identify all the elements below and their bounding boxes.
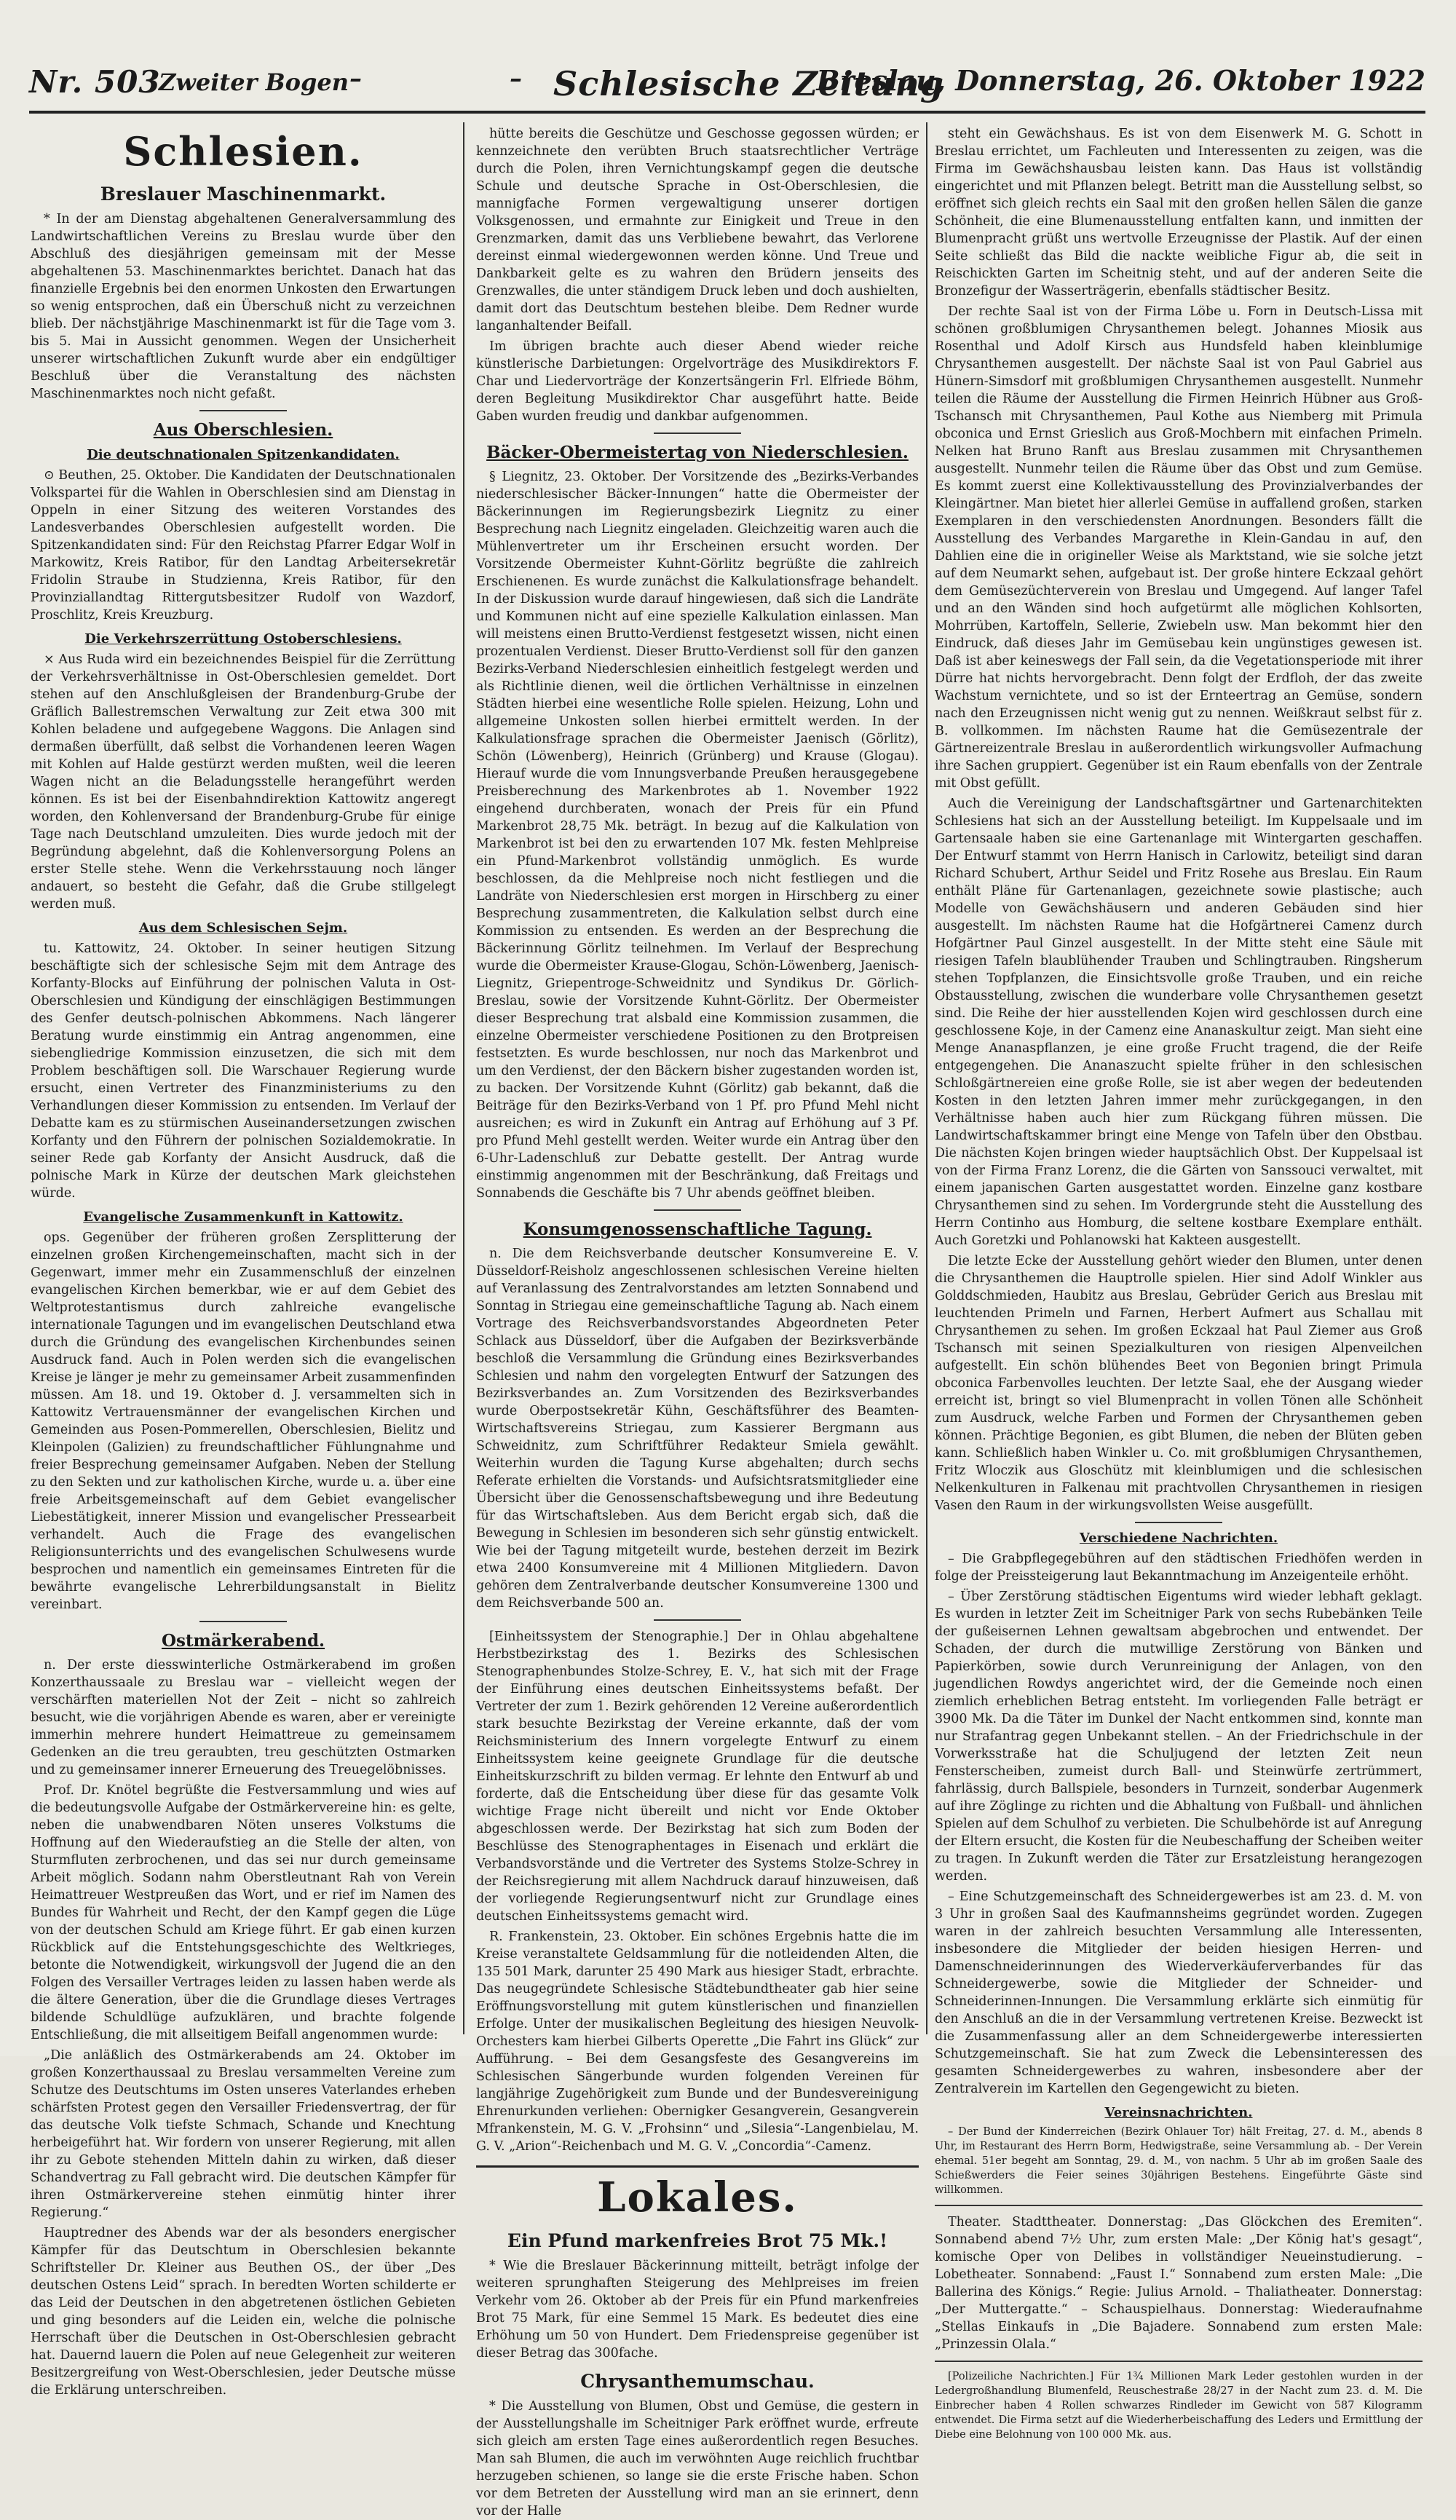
article-body: Auch die Vereinigung der Landschaftsgärtner und Gartenarchitekten Schlesiens hat sich an der Ausstellung beteiligt. Im Kuppelsaale und im Gartensaale haben sie eine Gartenanlage mit Wintergarten geschaffen. Der Entwurf stammt von Herrn Hanisch in Carlowitz, beteiligt sind daran Richard Schubert, Arthur Seidel und Fritz Rosehe aus Breslau. Ein Raum enthält Pläne für Gartenanlagen, gezeichnete sowie plastische; auch Modelle von Gewächshäusern und anderen Gebäuden sind hier ausgestellt. Im nächsten Raume hat die Hofgärtnerei Camenz durch Hofgärtner Paul Ginzel ausgestellt. In der Mitte steht eine Säule mit riesigen Tafeln blaublühender Trauben und Schlingtrauben. Ringsherum stehen Topfplanzen, die Einsichtsvolle große Trauben, und ein reiche Obstausstellung, zwischen die wunderbare volle Chrysanthemen gesetzt sind. Die Reihe der hier ausstellenden Kojen wird geschlossen durch eine geschlossene Koje, in der Camenz eine Ananaskultur zeigt. Man sieht eine Menge Ananaspflanzen, je eine große Frucht tragend, die der Reife entgegengehen. Die Ananaszucht spielte früher in den schlesischen Schloßgärtnereien eine große Rolle, sie ist aber wegen der bedeutenden Kosten in den letzten Jahren immer mehr zurückgegangen, in den Verhältnisse haben auch hier zum Rückgang führen müssen. Die Landwirtschaftskammer bringt eine Menge von Tafeln über den Obstbau. Die nächsten Kojen bringen wieder hauptsächlich Obst. Der Kuppelsaal ist von der Firma Franz Lorenz, die die Gärten von Sanssouci verwaltet, mit einem japanischen Garten ausgestattet worden. Einzelne ganz kostbare Chrysanthemen sind zu sehen. Im Vordergrunde steht die Ausstellung des Herrn Continho aus Homburg, die seltene kostbare Exemplare enthält. Auch Goretzki und Pohlanowski hat Kakteen ausgestellt. — [935, 797, 1423, 1248]
separator — [654, 1209, 741, 1211]
article-body: Hauptredner des Abends war der als besonders energischer Kämpfer für das Deutschtum in Oberschlesien bekannte Schriftsteller Dr. Kleiner aus Beuthen OS., der über „Des deutschen Ostens Leid“ sprach. In beredten Worten schilderte er das Leid der Deutschen in den abgetretenen östlichen Gebieten und ging besonders auf die Leiden ein, welche die polnische Herrschaft über die Deutschen in Ost-Oberschlesien gebracht hat. Dauernd lauern die Polen auf neue Gelegenheit zur weiteren Besitzergreifung von West-Oberschlesien, jeder Deutsche müsse die Erklärung unterschreiben. — [31, 2226, 456, 2398]
separator — [1135, 1522, 1222, 1523]
article-body: hütte bereits die Geschütze und Geschosse gegossen würden; er kennzeichnete den verübten Bruch staatsrechtlicher Verträge durch die Polen, ihren Vernichtungskampf gegen die deutsche Schule und deutsche Sprache in Ost-Oberschlesien, die mannigfache Formen vergewaltigung unserer dortigen Volksgenossen, und ermahnte zur Einigkeit und Treue in den Grenzmarken, damit das uns Verbliebene bewahrt, das Verlorene dereinst einmal wiedergewonnen werden könne. Und Treue und Dankbarkeit gelte es zu wahren den Brüdern jenseits des Grenzwalles, die unter ständigem Druck leben und doch aushielten, damit dort das Deutschtum bestehen bleibe. Dem Redner wurde langanhaltender Beifall. — [476, 127, 919, 333]
separator — [199, 410, 287, 411]
article-body: ops. Gegenüber der früheren großen Zersplitterung der einzelnen großen Kirchengemeinschaften, macht sich in der Gegenwart, immer mehr ein Zusammenschluß der einzelnen evangelischen Kirchen bemerkbar, wie er auf dem Gebiet des Weltprotestantismus durch zahlreiche evangelische internationale Tagungen und im evangelischen Deutschland etwa durch die Gründung des evangelischen Kirchenbundes seinen Ausdruck fand. Auch in Polen werden sich die evangelischen Kreise je länger je mehr zu gemeinsamer Arbeit zusammenfinden müssen. Am 18. und 19. Oktober d. J. versammelten sich in Kattowitz Vertrauensmänner der evangelischen Kirchen und Gemeinden aus Posen-Pommerellen, Oberschlesien, Bielitz und Kleinpolen (Galizien) zu freundschaftlicher Fühlungnahme und freier Besprechung gemeinsamer Aufgaben. Neben der Stellung zu den Sekten und zur katholischen Kirche, wurde u. a. über eine freie Arbeitsgemeinschaft auf dem Gebiet evangelischer Liebestätigkeit, innerer Mission und evangelischer Pressearbeit verhandelt. Auch die Frage des evangelischen Religionsunterrichts und des evangelischen Schulwesens wurde besprochen und namentlich ein gemeinsames Eintreten für die bewährte evangelische Lehrerbildungsanstalt in Bielitz vereinbart. — [31, 1231, 456, 1612]
article-headline: Breslauer Maschinenmarkt. — [100, 183, 387, 205]
small-print — [935, 2369, 1423, 2442]
section-title: Schlesien. — [123, 128, 363, 175]
article-body: Prof. Dr. Knötel begrüßte die Festversammlung und wies auf die bedeutungsvolle Aufgabe der Ostmärkervereine hin: es gelte, neben die unabwendbaren Nöten unseres Volkstums die Hoffnung auf den Wiederaufstieg an die Stelle der alten, von Sturmfluten zerbrochenen, und das sei nur durch gemeinsame Arbeit möglich. Sodann nahm Oberstleutnant Rah von Verein Heimattreuer Westpreußen das Wort, und er rief im Namen des Bundes für Wahrheit und Recht, der den Kampf gegen die Lüge von der deutschen Schuld am Kriege führt. Er gab einen kurzen Rückblick auf die Entstehungsgeschichte des Weltkrieges, betonte die Notwendigkeit, wirkungsvoll der Jugend die an den Folgen des Versailler Vertrages leiden zu lassen haben werde als die ältere Generation, über die die Grundlage dieses Vertrages bildende Schuldlüge aufzuklären, und brachte folgende Entschließung, die mit allseitigem Beifall angenommen wurde: — [31, 1783, 456, 2042]
article-body: Der rechte Saal ist von der Firma Löbe u. Forn in Deutsch-Lissa mit schönen großblumigen Chrysanthemen belegt. Johannes Miosik aus Rosenthal und Adolf Kirsch aus Hundsfeld haben kleinblumige Chrysanthemen ausgestellt. Der nächste Saal ist von Paul Gabriel aus Hünern-Simsdorf mit großblumigen Chrysanthemen ausgestellt. Nunmehr teilen die Räume der Ausstellung die Firmen Heinrich Hübner aus Groß-Tschansch mit Chrysanthemen, Paul Kothe aus Niemberg mit Primula obconica und Ernst Grieslich aus Groß-Mochbern mit einfachen Primeln. Nelken hat Bruno Ranft aus Breslau zusammen mit Chrysanthemen ausgestellt. Nunmehr teilen die Räume über das Obst und zum Gemüse. Es kommt zuerst eine Kollektivausstellung des Provinzialverbandes der Kleingärtner. Man bietet hier allerlei Gemüse in auffallend großen, starken Exemplaren in den verschiedensten Anordnungen. Besonders fällt die Ausstellung des Verbandes Margarethe in Klein-Gandau in auf, den Dahlien eine die in origineller Weise als Marktstand, wie sie solche jetzt auf dem Neumarkt sehen, aufgebaut ist. Der große hintere Eckzaal gehört dem Gemüsezüchterverein von Breslau und Umgegend. Auf langer Tafel und an den Wänden sind hoch aufgetürmt alle möglichen Kohlsorten, Mohrrüben, Kartoffeln, Sellerie, Zwiebeln usw. Man bekommt hier den Eindruck, daß dieses Jahr im Gemüsebau kein ungünstiges gewesen ist. Daß ist aber keineswegs der Fall sein, da die Vegetationsperiode mit ihrer Dürre hat nichts hervorgebracht. Denn folgt der Erdfloh, der das zweite Wachstum vernichtete, und so ist der Ernteertrag an Gemüse, sondern nach den Erzeugnissen nicht wenig gut zu nennen. Weißkraut selbst für z. B. vollkommen. Im nächsten Raume hat die Gemüsezentrale der Gärtnereizentrale Breslau in außerordentlich wirkungsvoller Aufmachung ihre Sachen gruppiert. Gegenüber ist ein Raum ebenfalls von der Zentrale mit Obst gefüllt. — [935, 304, 1423, 791]
article-body: tu. Kattowitz, 24. Oktober. In seiner heutigen Sitzung beschäftigte sich der schlesische Sejm mit dem Antrage des Korfanty-Blocks auf Einführung der polnischen Valuta in Ost-Oberschlesien und Kündigung der einschlägigen Bestimmungen des Genfer deutsch-polnischen Abkommens. Nach längerer Beratung wurde einstimmig ein Antrag angenommen, eine siebengliedrige Kommission einzusetzen, die sich mit dem Problem beschäftigen soll. Die Warschauer Regierung wurde ersucht, einen Vertreter des Finanzministeriums zu den Verhandlungen dieser Kommission zu entsenden. Im Verlauf der Debatte kam es zu stürmischen Auseinandersetzungen zwischen Korfanty und den Führern der polnischen Sozialdemokratie. In seiner Rede gab Korfanty der Ansicht Ausdruck, daß die polnische Mark in Kürze der deutschen Mark gleichstehen würde. — [31, 941, 456, 1201]
article-body: steht ein Gewächshaus. Es ist von dem Eisenwerk M. G. Schott in Breslau errichtet, um Fachleuten und Interessenten zu zeigen, was die Firma im Gewächshausbau leisten kann. Das Haus ist vollständig eingerichtet und mit Pflanzen belegt. Betritt man die Ausstellung selbst, so eröffnet sich gleich rechts ein Saal mit den großen hellen Sälen die ganze Schönheit, die eine Blumenausstellung entfalten kann, und inmitten der Blumenpracht grüßt uns wertvolle Erzeugnisse der Plastik. Auf der einen Seite schließt das Bild die nackte weibliche Figur ab, die seit in Reischickten Garten im Scheitnig steht, und auf der anderen Seite die Bronzefigur der Wasserträgerin, ebenfalls städtischer Besitz. — [935, 127, 1423, 299]
article-subheadline: Die deutschnationalen Spitzenkandidaten. — [87, 447, 400, 462]
issue-date: Breslau, Donnerstag, 26. Oktober 1922 — [816, 64, 1425, 97]
separator — [654, 432, 741, 434]
article-body: * Die Ausstellung von Blumen, Obst und Gemüse, die gestern in der Ausstellungshalle im Scheitniger Park eröffnet wurde, erfreute sich gleich am ersten Tage eines außerordentlich regen Besuches. Man sah Blumen, die auch im verwöhnten Auge reichlich fruchtbar herzugeben schienen, so lange sie die erste Frische haben. Schon vor dem Betreten der Ausstellung wird man an sie erinnert, denn vor der Halle — [476, 2399, 919, 2519]
masthead-dash: – — [349, 64, 362, 93]
article-headline: Bäcker-Obermeistertag von Niederschlesien. — [486, 443, 909, 462]
article-body: [Einheitssystem der Stenographie.] Der in Ohlau abgehaltene Herbstbezirkstag des 1. Bezirks des Schlesischen Stenographenbundes Stolze-Schrey, E. V., hat sich mit der Frage der Einführung eines deutschen Einheitssystems befaßt. Der Vertreter der zum 1. Bezirk gehörenden 12 Vereine außerordentlich stark besuchte Bezirkstag der Vereine erkannte, daß der vom Reichsministerium des Innern vorgelegte Entwurf zu einem Einheitssystem keine geeignete Grundlage für die deutsche Einheitskurzschrift zu bilden vermag. Er lehnte den Entwurf ab und forderte, daß die Entscheidung über diese für das gesamte Volk wichtige Frage nicht übereilt und nicht vor Ende Oktober abgeschlossen werde. Der Bezirkstag hat sich zum Boden der Beschlüsse des Stenographentages in Eisenach und erklärt die Verbandsvorstände und die Vertreter des Systems Stolze-Schrey in der Reichsregierung mit allem Nachdruck darauf hinzuweisen, daß der vorliegende Regierungsentwurf nicht zur Grundlage eines deutschen Einheitssystems gemacht wird. — [476, 1630, 919, 1924]
separator — [199, 1621, 287, 1622]
article-body: Im übrigen brachte auch dieser Abend wieder reiche künstlerische Darbietungen: Orgelvorträge des Musikdirektors F. Char und Liedervorträge der Konzertsängerin Frl. Elfriede Böhm, deren Begleitung Musikdirektor Char ausgeführt hatte. Beide Gaben wurden freudig und dankbar aufgenommen. — [476, 339, 919, 424]
article-subheadline: Verschiedene Nachrichten. — [1079, 1530, 1278, 1546]
column-rule — [926, 122, 927, 2034]
article-body: n. Der erste diesswinterliche Ostmärkerabend im großen Konzerthaussaale zu Breslau war – vielleicht wegen der verschärften materiellen Not der Zeit – nicht so zahlreich besucht, wie die vorjährigen Abende es waren, aber er vereinigte immerhin mehrere hundert Heimattreue zu gemeinsamem Gedenken an die treu geraubten, treu geschützten Ostmarken und zu gemeinsamer innerer Erneuerung des Treuegelöbnisses. — [31, 1658, 456, 1777]
column-3 — [935, 125, 1423, 2441]
masthead-dash: – — [510, 64, 522, 93]
separator — [935, 2205, 1423, 2206]
article-body: – Der Bund der Kinderreichen (Bezirk Ohlauer Tor) hält Freitag, 27. d. M., abends 8 Uhr, im Restaurant des Herrn Borm, Hedwigstraße, seine Versammlung ab. – Der Verein ehemal. 51er begeht am Sonntag, 29. d. M., von nachm. 5 Uhr ab im großen Saale des Schießwerders die Feier seines 30jährigen Bestehens. Eingeführte Gäste sind willkommen. — [935, 2126, 1423, 2196]
article-body: – Eine Schutzgemeinschaft des Schneidergewerbes ist am 23. d. M. von 3 Uhr in großen Saal des Kaufmannsheims gegründet worden. Zugegen waren in der zahlreich besuchten Versammlung alle Interessenten, insbesondere die Mitglieder der beiden hiesigen Herren- und Damenschneiderinnungen des Wiederverkäuferverbandes für das Schneidergewerbe, sowie die Mitglieder der Schneider- und Schneiderinnen-Innungen. Die Versammlung erklärte sich einmütig für den Anschluß an die in der Versammlung vertretenen Kreise. Bezweckt ist die Zusammenfassung aller an dem Schneidergewerbe interessierten Schutzgemeinschaft. Sie hat zum Zweck die Lebensinteressen des gesamten Schneidergewerbes zu wahren, insbesondere aber der Zentralverein im Kartellen den Gegengewicht zu bieten. — [935, 1889, 1423, 2096]
article-body: × Aus Ruda wird ein bezeichnendes Beispiel für die Zerrüttung der Verkehrsverhältnisse in Ost-Oberschlesien gemeldet. Dort stehen auf den Anschlußgleisen der Brandenburg-Grube der Gräflich Ballestremschen Verwaltung zur Zeit etwa 300 mit Kohlen beladene und aufgegebene Waggons. Die Anlagen sind dermaßen überfüllt, daß selbst die Vorhandenen leeren Wagen mit Kohlen auf Halde gestürzt werden mußten, weil die leeren Wagen nicht an die Beladungsstelle herangeführt werden können. Es ist bei der Eisenbahndirektion Kattowitz angeregt worden, den Kohlenversand der Brandenburg-Grube für einige Tage nach Deutschland umzuleiten. Dies wurde jedoch mit der Begründung abgelehnt, daß die Kohlenversorgung Polens an erster Stelle stehe. Wenn die Verkehrsstauung noch länger andauert, so besteht die Gefahr, daß die Grube stillgelegt werden muß. — [31, 652, 456, 912]
sheet-label: Zweiter Bogen — [159, 68, 349, 96]
article-body: R. Frankenstein, 23. Oktober. Ein schönes Ergebnis hatte die im Kreise veranstaltete Geldsammlung für die notleidenden Alten, die 135 501 Mark, darunter 25 490 Mark aus hiesiger Stadt, erbrachte. Das neugegründete Schlesische Städtebundtheater gab hier seine Eröffnungsvorstellung mit gutem künstlerischen und finanziellen Erfolge. Unter der musikalischen Begleitung des hiesigen Neuvolk-Orchesters kam hierbei Gilberts Operette „Die Fahrt ins Glück“ zur Aufführung. – Bei dem Gesangsfeste des Gesangvereins im Schlesischen Sängerbunde wurden folgenden Vereinen für langjährige Zugehörigkeit zum Bunde und der Bundesvereinigung Ehrenurkunden verliehen: Obernigker Gesangverein, Gesangverein Mfrankenstein, M. G. V. „Frohsinn“ und „Silesia“-Langenbielau, M. G. V. „Arion“-Reichenbach und M. G. V. „Concordia“-Camenz. — [476, 1930, 919, 2154]
article-subheadline: Vereinsnachrichten. — [1104, 2105, 1253, 2120]
column-rule — [463, 122, 464, 2034]
article-body: * In der am Dienstag abgehaltenen Generalversammlung des Landwirtschaftlichen Vereins zu Breslau wurde über den Abschluß des diesjährigen gemeinsam mit der Messe abgehaltenen 53. Maschinenmarktes berichtet. Danach hat das finanzielle Ergebnis bei den enormen Unkosten den Erwartungen so wenig entsprochen, daß ein Überschuß nicht zu verzeichnen blieb. Der nächstjährige Maschinenmarkt ist für die Tage vom 3. bis 5. Mai in Aussicht genommen. Wegen der Unsicherheit unserer wirtschaftlichen Zukunft wurde aber ein endgültiger Beschluß über die Veranstaltung des nächsten Maschinenmarktes noch nicht gefaßt. — [31, 212, 456, 401]
article-body: Theater. Stadttheater. Donnerstag: „Das Glöckchen des Eremiten“. Sonnabend abend 7½ Uhr, zum ersten Male: „Der König hat's gesagt“, komische Oper von Delibes in vollständiger Neueinstudierung. – Lobetheater. Sonnabend: „Faust I.“ Sonnabend zum ersten Male: „Die Ballerina des Königs.“ Regie: Julius Arnold. – Thaliatheater. Donnerstag: „Der Muttergatte.“ – Schauspielhaus. Donnerstag: Wiederaufnahme „Stellas Einkaufs in „Die Bajadere. Sonnabend zum ersten Male: „Prinzessin Olala.“ — [935, 2215, 1423, 2352]
article-body: Die letzte Ecke der Ausstellung gehört wieder den Blumen, unter denen die Chrysanthemen die Hauptrolle spielen. Hier sind Adolf Winkler aus Golddschmieden, Haubitz aus Breslau, Gebrüder Gerich aus Breslau mit leuchtenden Primeln und Farnen, Herbert Aufmert aus Schallau mit Chrysanthemen zu sehen. Im großen Eckzaal hat Paul Ziemer aus Groß Tschansch mit seinen Spezialkulturen von riesigen Alpenveilchen aufgestellt. Ein schön blühendes Beet von Begonien bringt Primula obconica Farbenvolles leuchten. Der letzte Saal, ehe der Ausgang wieder erreicht ist, bringt so viel Blumenpracht in vollen Tönen alle Schönheit zum Ausdruck, welche Farben und Formen der Chrysanthemen geben können. Prächtige Begonien, es gibt Blumen, die neben der Blüten geben kann. Schließlich haben Winkler u. Co. mit großblumigen Chrysanthemen, Fritz Wloczik aus Gloschütz mit kleinblumigen und die schlesischen Nelkenkulturen in Falkenau mit prachtvollen Chrysanthemen in riesigen Vasen den Raum in der wirkungsvollsten Weise ausgefüllt. — [935, 1254, 1423, 1513]
article-headline: Konsumgenossenschaftliche Tagung. — [523, 1220, 872, 1239]
article-body: n. Die dem Reichsverbande deutscher Konsumvereine E. V. Düsseldorf-Reisholz angeschlossenen schlesischen Vereine hielten auf Veranlassung des Zentralvorstandes am letzten Sonnabend und Sonntag in Striegau eine gemeinschaftliche Tagung ab. Nach einem Vortrage des Reichsverbandsvorstandes Abgeordneten Peter Schlack aus Düsseldorf, über die Aufgaben der Bezirksverbände beschloß die Versammlung die Gründung eines Bezirksverbandes Schlesien und nahm den vorgelegten Entwurf der Satzungen des Bezirksverbandes an. Zum Vorsitzenden des Bezirksverbandes wurde Oberpostsekretär Kühn, Geschäftsführer des Beamten-Wirtschaftsvereins Striegau, zum Kassierer Bergmann aus Schweidnitz, zum Schriftführer Redakteur Smiela gewählt. Weiterhin wurden die Tagung Kurse abgehalten; durch sechs Referate erhielten die Vorstands- und Aufsichtsratsmitglieder eine Übersicht über die Genossenschaftsbewegung und ihre Bedeutung für das Wirtschaftsleben. Aus dem Bericht ergab sich, daß die Bewegung in Schlesien im besonderen sich sehr günstig entwickelt. Wie bei der Tagung mitgeteilt wurde, bestehen derzeit im Bezirk etwa 2400 Konsumvereine mit 4 Millionen Mitgliedern. Davon gehören dem Zentralverbande deutscher Konsumvereine 1300 und dem Reichsverbande 500 an. — [476, 1247, 919, 1611]
article-headline: Ein Pfund markenfreies Brot 75 Mk.! — [507, 2230, 888, 2251]
masthead — [29, 64, 1425, 108]
article-subheadline: Aus dem Schlesischen Sejm. — [138, 920, 348, 936]
masthead-rule — [29, 111, 1425, 114]
section-title: Lokales. — [476, 2165, 919, 2221]
article-headline: Aus Oberschlesien. — [153, 420, 333, 440]
article-subheadline: Evangelische Zusammenkunft in Kattowitz. — [83, 1209, 403, 1225]
separator — [935, 2361, 1423, 2362]
separator — [654, 1619, 741, 1621]
article-headline: Chrysanthemumschau. — [580, 2371, 815, 2392]
article-body: [Polizeiliche Nachrichten.] Für 1¾ Millionen Mark Leder gestohlen wurden in der Ledergroßhandlung Blumenfeld, Reuschestraße 28/27 in der Nacht zum 23. d. M. Die Einbrecher haben 4 Rollen schwarzes Rindleder im Gewicht von 587 Kilogramm entwendet. Die Firma setzt auf die Wiederherbeischaffung des Leders und Ermittlung der Diebe eine Belohnung von 100 000 Mk. aus. — [935, 2371, 1423, 2441]
article-body: – Die Grabpflegegebühren auf den städtischen Friedhöfen werden in folge der Preissteigerung laut Bekanntmachung im Anzeigenteile erhöht. — [935, 1552, 1423, 1584]
article-body: ⊙ Beuthen, 25. Oktober. Die Kandidaten der Deutschnationalen Volkspartei für die Wahlen in Oberschlesien sind am Dienstag in Oppeln in einer Sitzung des weiteren Vorstandes des Landesverbandes Oberschlesien aufgestellt worden. Die Spitzenkandidaten sind: Für den Reichstag Pfarrer Edgar Wolf in Markowitz, Kreis Ratibor, für den Landtag Arbeitersekretär Fridolin Straube in Studzienna, Kreis Ratibor, für den Provinziallandtag Rittergutsbesitzer Rudolf von Wazdorf, Proschlitz, Kreis Kreuzburg. — [31, 468, 456, 623]
article-body: * Wie die Breslauer Bäckerinnung mitteilt, beträgt infolge der weiteren sprunghaften Steigerung des Mehlpreises im freien Verkehr vom 26. Oktober ab der Preis für ein Pfund markenfreies Brot 75 Mark, für eine Semmel 15 Mark. Es bedeutet dies eine Erhöhung um 50 von Hundert. Dem Friedenspreise gegenüber ist dieser Betrag das 300fache. — [476, 2259, 919, 2361]
article-headline: Ostmärkerabend. — [161, 1631, 325, 1651]
small-print — [935, 2125, 1423, 2197]
article-quote: „Die anläßlich des Ostmärkerabends am 24. Oktober im großen Konzerthaussaal zu Breslau versammelten Vereine zum Schutze des Deutschtums im Osten unseres Vaterlandes erheben schärfsten Protest gegen den Versailler Friedensvertrag, der für das deutsche Volk tiefste Schmach, Schande und Knechtung herbeigeführt hat. Wir fordern von unserer Regierung, mit allen ihr zu Gebote stehenden Mitteln dahin zu wirken, daß dieser Schandvertrag zu Fall gebracht wird. Die deutschen Kämpfer für ihren Ostmärkervereine stehen einmütig hinter ihrer Regierung.“ — [31, 2048, 456, 2220]
newspaper-title: Schlesische Zeitung — [553, 64, 945, 103]
issue-number: Nr. 503 — [29, 64, 161, 100]
article-subheadline: Die Verkehrszerrüttung Ostoberschlesiens. — [84, 631, 402, 647]
article-body: – Über Zerstörung städtischen Eigentums wird wieder lebhaft geklagt. Es wurden in letzter Zeit im Scheitniger Park von sechs Rubebänken Teile der gußeisernen Lehnen gewaltsam abgebrochen und entwendet. Der Schaden, der durch die mutwillige Zerstörung von Bänken und Papierkörben, sowie durch Verunreinigung der Anlagen, von den jugendlichen Rowdys angerichtet wird, der die Gemeinde noch einen ziemlich erheblichen Betrag entsteht. Im vorliegenden Falle beträgt er 3900 Mk. Da die Täter im Dunkel der Nacht entkommen sind, konnte man nur Strafantrag gegen Unbekannt stellen. – An der Friedrichschule in der Vorwerksstraße hat die Schuljugend der letzten Zeit neun Fensterscheiben, zumeist durch Ball- und Steinwürfe zertrümmert, fahrlässig, durch Ballspiele, besonders in Turnzeit, sonderbar Augenmerk auf ihre Zöglinge zu richten und die Abhaltung von Fußball- und ähnlichen Spielen auf dem Schulhof zu verbieten. Die Schulbehörde ist auf Anregung der Eltern ersucht, die Kosten für die Neubeschaffung der Scheiben weiter zu tragen. In Zukunft werden die Täter zur Ersatzleistung herangezogen werden. — [935, 1589, 1423, 1884]
column-1 — [31, 125, 456, 2398]
article-body: § Liegnitz, 23. Oktober. Der Vorsitzende des „Bezirks-Verbandes niederschlesischer Bäcker-Innungen“ hatte die Obermeister der Bäckerinnungen im Regierungsbezirk Liegnitz zu einer Besprechung nach Liegnitz eingeladen. Gleichzeitig waren auch die Mühlenvertreter um ihr Erscheinen ersucht worden. Der Vorsitzende Obermeister Kuhnt-Görlitz begrüßte die zahlreich Erschienenen. Es wurde zunächst die Kalkulationsfrage behandelt. In der Diskussion wurde darauf hingewiesen, daß sich die Landräte und Kommunen nicht auf eine spezielle Kalkulation einlassen. Man will meistens einen Brutto-Verdienst festgesetzt wissen, nicht einen prozentualen Verdienst. Dieser Brutto-Verdienst soll für den ganzen Bezirks-Verband Niederschlesien einheitlich festgelegt werden und als Richtlinie dienen, weil die örtlichen Verhältnisse in einzelnen Städten hierbei eine wesentliche Rolle spielen. Heizung, Lohn und allgemeine Unkosten sollen hierbei ermittelt werden. In der Kalkulationsfrage sprachen die Obermeister Jaenisch (Görlitz), Schön (Löwenberg), Heinrich (Grünberg) und Krause (Glogau). Hierauf wurde die vom Innungsverbande Preußen herausgegebene Preisberechnung des Markenbrotes ab 1. November 1922 eingehend durchberaten, wonach der Preis für ein Pfund Markenbrot 28,75 Mk. beträgt. In bezug auf die Kalkulation von Markenbrot ist bei den zu erwartenden 107 Mk. festen Mehlpreise ein Pfund-Markenbrot vollständig unmöglich. Es wurde beschlossen, da die Mehlpreise noch nicht festliegen und die Landräte von Niederschlesien erst morgen in Hirschberg zu einer Besprechung zusammentreten, die Kalkulation selbst durch eine Kommission zu entsenden. Es werden an der Besprechung die Bäckerinnung Görlitz teilnehmen. Im Verlauf der Besprechung wurde die Obermeister Krause-Glogau, Schön-Löwenberg, Jaenisch-Liegnitz, Griepentroge-Schweidnitz und Syndikus Dr. Görlich-Breslau, sowie der Vorsitzende Kuhnt-Görlitz. Der Obermeister dieser Besprechung trat alsbald eine Kommission zusammen, die einzelne Obermeister verschiedene Positionen zu den Brotpreisen festsetzten. Es wurde beschlossen, nur noch das Markenbrot und um den Verdienst, der den Bäckern bisher zugestanden worden ist, zu backen. Der Vorsitzende Kuhnt (Görlitz) gab bekannt, daß die Beiträge für den Bezirks-Verband von 1 Pf. pro Pfund Mehl nicht ausreichen; es wird in Zukunft ein Antrag auf Erhöhung auf 3 Pf. pro Pfund Mehl gestellt werden. Weiter wurde ein Antrag über den 6-Uhr-Ladenschluß zur Debatte gestellt. Der Antrag wurde einstimmig angenommen mit der Beschränkung, daß Freitags und Sonnabends die Geschäfte bis 7 Uhr abends geöffnet bleiben. — [476, 470, 919, 1201]
column-2 — [476, 125, 919, 2519]
